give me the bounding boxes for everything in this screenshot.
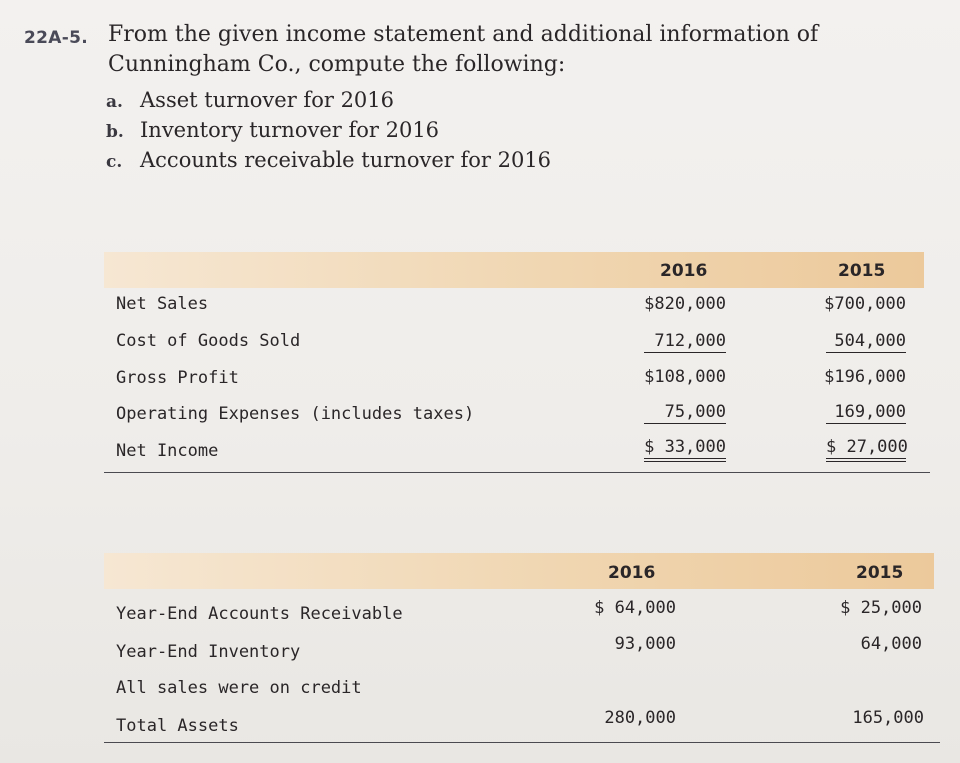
row-label-accounts-receivable: Year-End Accounts Receivable [116, 604, 403, 624]
inventory-2016: 93,000 [614, 634, 676, 654]
row-label-total-assets: Total Assets [116, 716, 239, 736]
prompt-line-2: Cunningham Co., compute the following: [108, 52, 566, 77]
problem-number: 22A-5. [24, 28, 88, 48]
additional-info-header-2016: 2016 [608, 563, 656, 583]
row-label-cogs: Cost of Goods Sold [116, 331, 301, 351]
net-income-2016: $ 33,000 [644, 437, 726, 462]
question-item-c [106, 148, 551, 172]
additional-info-bottom-rule [104, 742, 940, 743]
total-assets-2015: 165,000 [852, 708, 924, 728]
income-statement-bottom-rule [104, 472, 930, 473]
operating-expenses-2016: 75,000 [644, 402, 726, 424]
inventory-2015: 64,000 [860, 634, 922, 654]
prompt-line-1: From the given income statement and additional information of [108, 22, 819, 47]
net-sales-2015: $700,000 [824, 294, 906, 314]
question-letter: c. [106, 152, 123, 172]
additional-info-header-band [104, 553, 934, 589]
operating-expenses-2015: 169,000 [826, 402, 906, 424]
income-statement-header-2015: 2015 [838, 261, 886, 281]
question-item-b [106, 118, 439, 142]
gross-profit-2016: $108,000 [644, 367, 726, 387]
question-text: Inventory turnover for 2016 [140, 118, 440, 142]
net-income-2015: $ 27,000 [826, 437, 906, 462]
question-text: Asset turnover for 2016 [140, 88, 395, 112]
question-letter: b. [106, 122, 124, 142]
question-text: Accounts receivable turnover for 2016 [140, 148, 552, 172]
additional-info-header-2015: 2015 [856, 563, 904, 583]
cogs-2016: 712,000 [644, 331, 726, 353]
cogs-2015: 504,000 [826, 331, 906, 353]
question-item-a [106, 88, 394, 112]
accounts-receivable-2015: $ 25,000 [840, 598, 922, 618]
row-label-operating-expenses: Operating Expenses (includes taxes) [116, 404, 475, 424]
row-label-gross-profit: Gross Profit [116, 368, 239, 388]
row-label-net-income: Net Income [116, 441, 219, 461]
net-sales-2016: $820,000 [644, 294, 726, 314]
row-label-inventory: Year-End Inventory [116, 642, 301, 662]
row-label-credit-sales-note: All sales were on credit [116, 678, 362, 698]
income-statement-header-2016: 2016 [660, 261, 708, 281]
row-label-net-sales: Net Sales [116, 294, 209, 314]
income-statement-header-band [104, 252, 924, 288]
problem-prompt [108, 20, 868, 80]
accounts-receivable-2016: $ 64,000 [594, 598, 676, 618]
total-assets-2016: 280,000 [604, 708, 676, 728]
gross-profit-2015: $196,000 [824, 367, 906, 387]
question-letter: a. [106, 92, 123, 112]
